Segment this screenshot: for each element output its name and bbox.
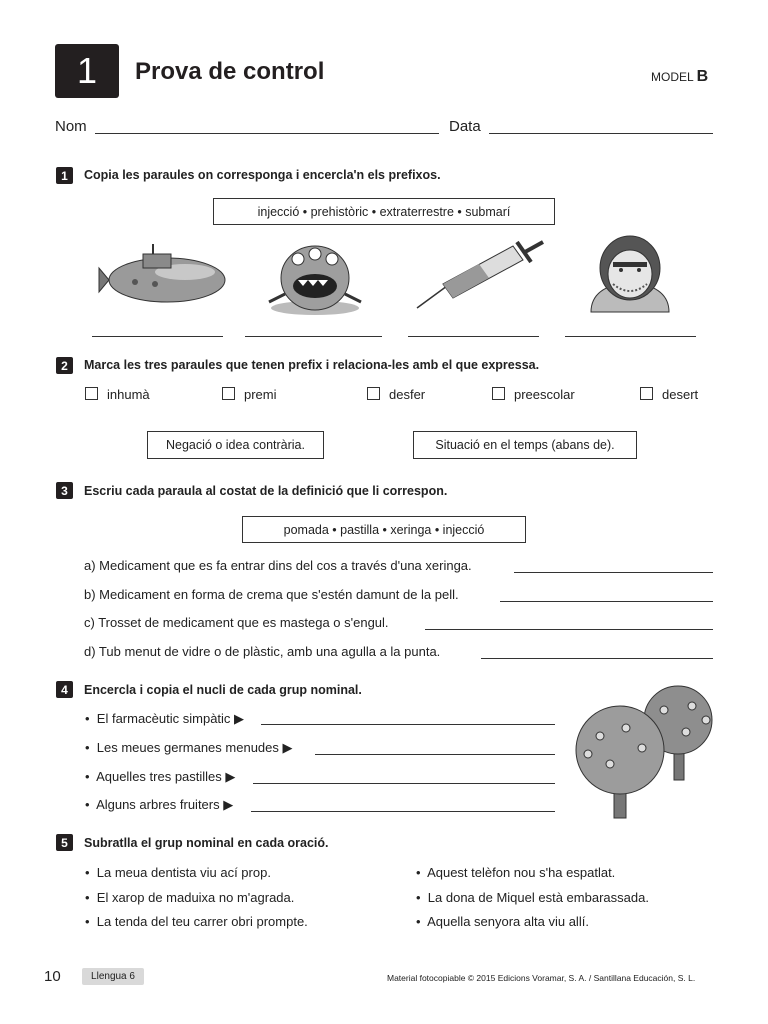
answer-line-d[interactable] [481,658,713,659]
answer-line-c[interactable] [425,629,713,630]
meaning-box-time: Situació en el temps (abans de). [413,431,637,459]
definition-c: c) Trosset de medicament que es mastega o s'engul. [84,615,389,630]
question-4-instruction: Encercla i copia el nucli de cada grup nominal. [84,683,362,697]
list-item: • Aquelles tres pastilles ▶ [85,769,236,784]
question-4-number: 4 [56,681,73,698]
question-2-instruction: Marca les tres paraules que tenen prefix i relaciona-les amb el que expressa. [84,358,540,372]
answer-line-4-2[interactable] [315,754,555,755]
page-title: Prova de control [135,58,325,85]
answer-line-caveman[interactable] [565,336,696,337]
meaning-box-negation: Negació o idea contrària. [147,431,324,459]
submarine-image [95,240,230,310]
list-item: • El xarop de maduixa no m'agrada. [85,890,295,905]
answer-line-alien[interactable] [245,336,382,337]
list-item: • La dona de Miquel està embarassada. [416,890,649,905]
checkbox-option-3[interactable] [367,387,380,400]
option-3-label: desfer [389,387,426,402]
question-1-word-box: injecció • prehistòric • extraterrestre • submarí [213,198,555,225]
copyright-notice: Material fotocopiable © 2015 Edicions Voramar, S. A. / Santillana Educación, S. L. [387,973,696,983]
question-5-number: 5 [56,834,73,851]
answer-line-syringe[interactable] [408,336,539,337]
answer-line-4-3[interactable] [253,783,555,784]
option-4-label: preescolar [514,387,575,402]
definition-a: a) Medicament que es fa entrar dins del cos a través d'una xeringa. [84,558,472,573]
option-2-label: premi [244,387,277,402]
question-2-number: 2 [56,357,73,374]
answer-line-4-4[interactable] [251,811,555,812]
question-1-instruction: Copia les paraules on corresponga i encercla'n els prefixos. [84,168,441,182]
list-item: • El farmacèutic simpàtic ▶ [85,711,245,726]
name-field[interactable] [95,133,439,134]
date-field[interactable] [489,133,713,134]
book-tag: Llengua 6 [82,968,144,985]
question-5-instruction: Subratlla el grup nominal en cada oració. [84,836,329,850]
list-item: • Aquella senyora alta viu allí. [416,914,589,929]
answer-line-a[interactable] [514,572,713,573]
question-3-number: 3 [56,482,73,499]
unit-number-badge: 1 [55,44,119,98]
checkbox-option-1[interactable] [85,387,98,400]
definition-d: d) Tub menut de vidre o de plàstic, amb una agulla a la punta. [84,644,441,659]
caveman-image [583,232,678,314]
question-3-instruction: Escriu cada paraula al costat de la definició que li correspon. [84,484,448,498]
option-1-label: inhumà [107,387,150,402]
option-5-label: desert [662,387,699,402]
alien-image [265,234,365,316]
fruit-trees-image [566,684,726,824]
question-3-word-box: pomada • pastilla • xeringa • injecció [242,516,526,543]
list-item: • Alguns arbres fruiters ▶ [85,797,234,812]
syringe-image [413,240,548,310]
list-item: • Les meues germanes menudes ▶ [85,740,293,755]
checkbox-option-5[interactable] [640,387,653,400]
model-letter: B [696,68,709,85]
answer-line-submarine[interactable] [92,336,223,337]
list-item: • Aquest telèfon nou s'ha espatlat. [416,865,616,880]
list-item: • La meua dentista viu ací prop. [85,865,271,880]
checkbox-option-2[interactable] [222,387,235,400]
model-label: MODEL B [651,68,709,85]
date-label: Data [449,118,481,135]
question-1-number: 1 [56,167,73,184]
page-number: 10 [44,968,61,985]
name-label: Nom [55,118,87,135]
answer-line-4-1[interactable] [261,724,555,725]
checkbox-option-4[interactable] [492,387,505,400]
definition-b: b) Medicament en forma de crema que s'estén damunt de la pell. [84,587,459,602]
list-item: • La tenda del teu carrer obri prompte. [85,914,308,929]
answer-line-b[interactable] [500,601,713,602]
